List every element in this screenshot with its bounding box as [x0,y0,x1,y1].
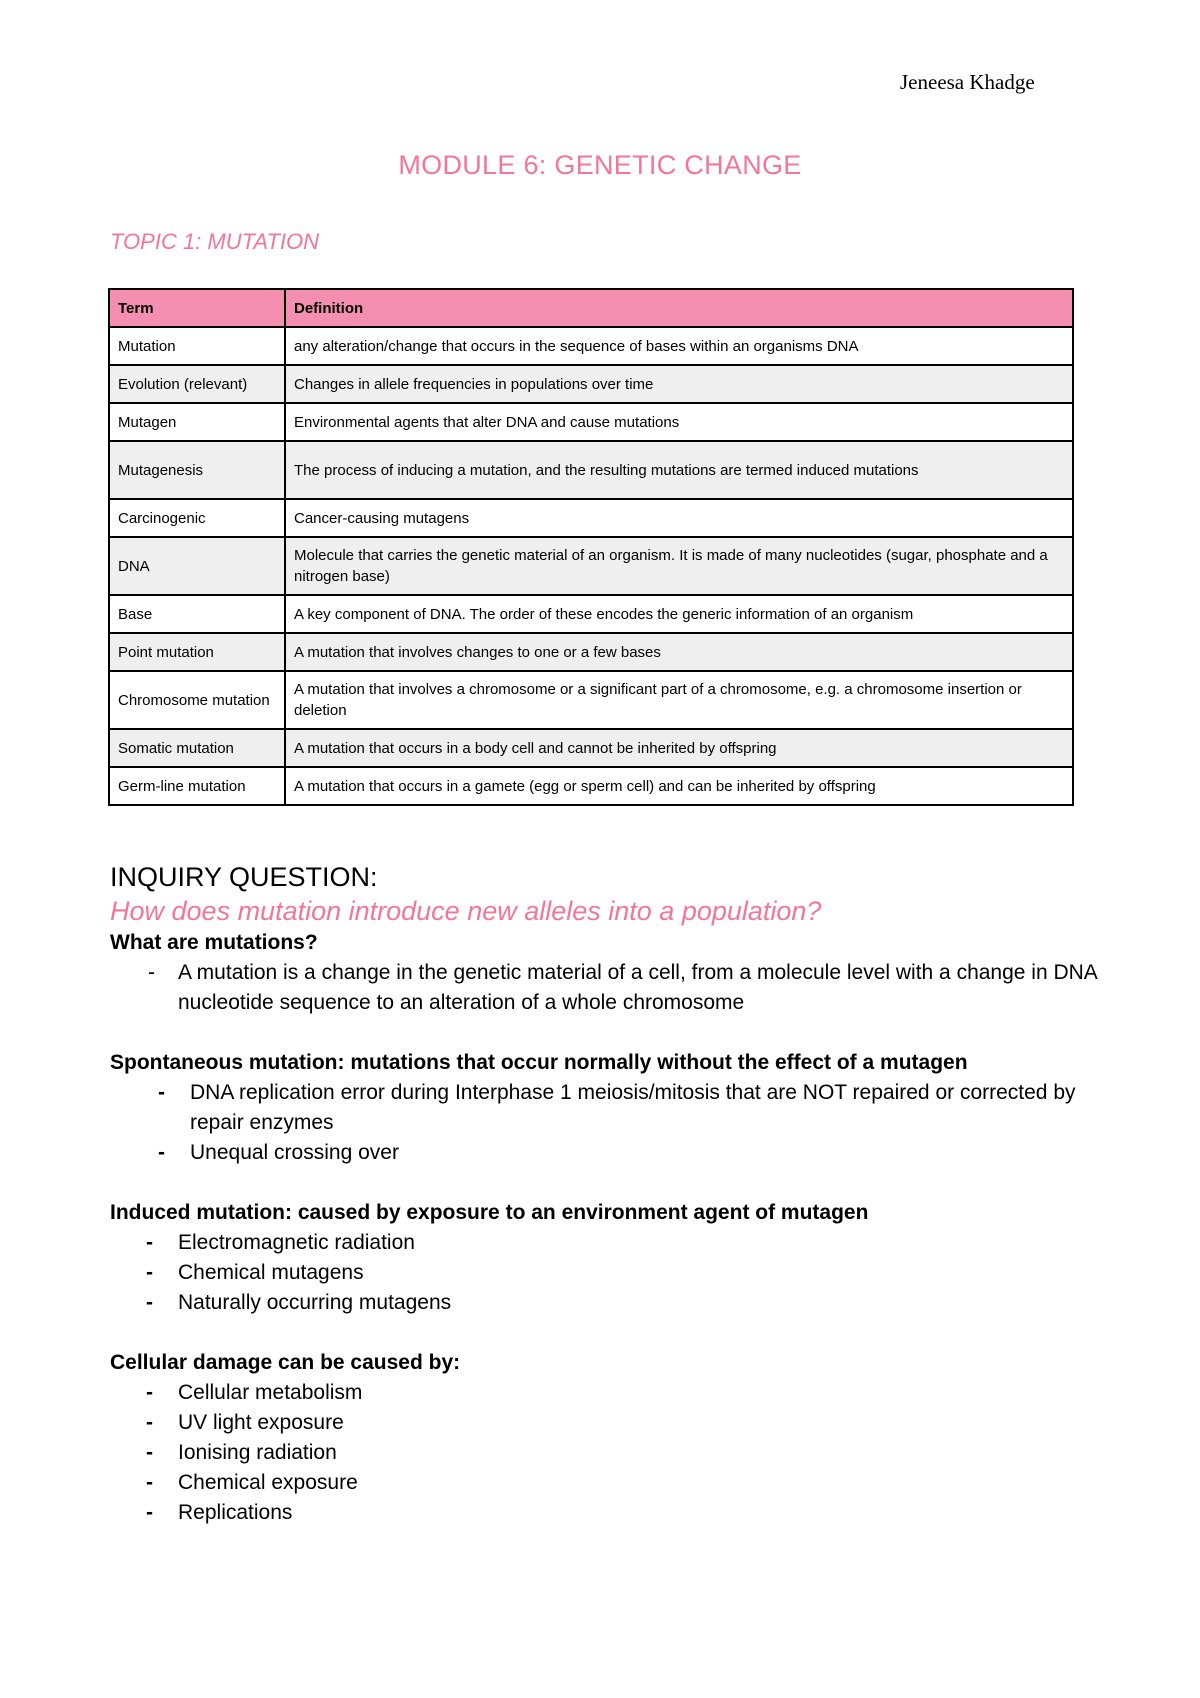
topic-heading: TOPIC 1: MUTATION [110,229,320,254]
term-cell: Carcinogenic [109,499,285,537]
bullet-dash: - [148,961,155,984]
inquiry-section [110,860,1110,1528]
definition-cell: A mutation that involves changes to one or a few bases [285,633,1073,671]
table-row [109,671,1073,729]
induced-list [110,1228,1110,1318]
table-row [109,537,1073,595]
induced-heading: Induced mutation: caused by exposure to an environment agent of mutagen [110,1201,869,1224]
list-item [110,1378,1110,1408]
bullet-dash: - [146,1441,153,1464]
bullet-dash: - [146,1411,153,1434]
what-are-heading: What are mutations? [110,931,318,954]
list-item [110,1468,1110,1498]
spontaneous-heading: Spontaneous mutation: mutations that occur normally without the effect of a mutagen [110,1051,968,1074]
list-item [110,1228,1110,1258]
term-cell: Chromosome mutation [109,671,285,729]
inquiry-question: How does mutation introduce new alleles into a population? [110,896,822,926]
table-row [109,595,1073,633]
definition-cell: Environmental agents that alter DNA and cause mutations [285,403,1073,441]
term-cell: Somatic mutation [109,729,285,767]
term-cell: Mutagenesis [109,441,285,499]
definition-cell: The process of inducing a mutation, and the resulting mutations are termed induced mutations [285,441,1073,499]
module-title: MODULE 6: GENETIC CHANGE [398,150,802,180]
definition-cell: A mutation that occurs in a body cell and cannot be inherited by offspring [285,729,1073,767]
bullet-dash: - [146,1381,153,1404]
list-item [110,1138,1110,1168]
table-row [109,327,1073,365]
table-row [109,729,1073,767]
list-item-text: Chemical exposure [178,1471,358,1494]
list-item-text: A mutation is a change in the genetic material of a cell, from a molecule level with a change in DNA nucleotide sequence to an alteration of a whole chromosome [178,961,1097,1014]
list-item [110,1438,1110,1468]
cellular-heading: Cellular damage can be caused by: [110,1351,461,1374]
definition-cell: A key component of DNA. The order of these encodes the generic information of an organism [285,595,1073,633]
list-item-text: UV light exposure [178,1411,344,1434]
table-row [109,403,1073,441]
inquiry-heading: INQUIRY QUESTION: [110,862,378,892]
bullet-dash: - [146,1501,153,1524]
definition-cell: any alteration/change that occurs in the sequence of bases within an organisms DNA [285,327,1073,365]
list-item [110,1288,1110,1318]
table-row [109,365,1073,403]
list-item [110,1258,1110,1288]
header-definition: Definition [285,289,1073,327]
term-cell: Germ-line mutation [109,767,285,805]
what-are-list [110,958,1110,1018]
bullet-dash: - [146,1261,153,1284]
list-item-text: Replications [178,1501,293,1524]
definition-cell: A mutation that involves a chromosome or a significant part of a chromosome, e.g. a chromosome insertion or deletion [285,671,1073,729]
term-cell: Mutation [109,327,285,365]
list-item [110,1498,1110,1528]
term-cell: Evolution (relevant) [109,365,285,403]
table-row [109,441,1073,499]
spontaneous-list [110,1078,1110,1168]
list-item-text: Naturally occurring mutagens [178,1291,452,1314]
bullet-dash: - [146,1231,153,1254]
table-row [109,499,1073,537]
definition-cell: Molecule that carries the genetic material of an organism. It is made of many nucleotides (sugar, phosphate and a nitrogen base) [285,537,1073,595]
table-row [109,767,1073,805]
table-header-row [109,289,1073,327]
definition-cell: Changes in allele frequencies in populations over time [285,365,1073,403]
list-item-text: DNA replication error during Interphase 1 meiosis/mitosis that are NOT repaired or corrected by repair enzymes [190,1081,1076,1134]
definition-cell: A mutation that occurs in a gamete (egg or sperm cell) and can be inherited by offspring [285,767,1073,805]
list-item-text: Chemical mutagens [178,1261,364,1284]
bullet-dash: - [158,1141,165,1164]
list-item [110,958,1110,1018]
bullet-dash: - [146,1291,153,1314]
list-item-text: Electromagnetic radiation [178,1231,415,1254]
cellular-list [110,1378,1110,1528]
term-cell: Base [109,595,285,633]
list-item-text: Cellular metabolism [178,1381,363,1404]
term-cell: Mutagen [109,403,285,441]
list-item-text: Ionising radiation [178,1441,337,1464]
list-item-text: Unequal crossing over [190,1141,399,1164]
author-name: Jeneesa Khadge [900,70,1035,94]
term-cell: Point mutation [109,633,285,671]
definition-cell: Cancer-causing mutagens [285,499,1073,537]
table-row [109,633,1073,671]
bullet-dash: - [146,1471,153,1494]
term-cell: DNA [109,537,285,595]
terms-table [108,288,1074,806]
bullet-dash: - [158,1081,165,1104]
header-term: Term [109,289,285,327]
list-item [110,1078,1110,1138]
list-item [110,1408,1110,1438]
